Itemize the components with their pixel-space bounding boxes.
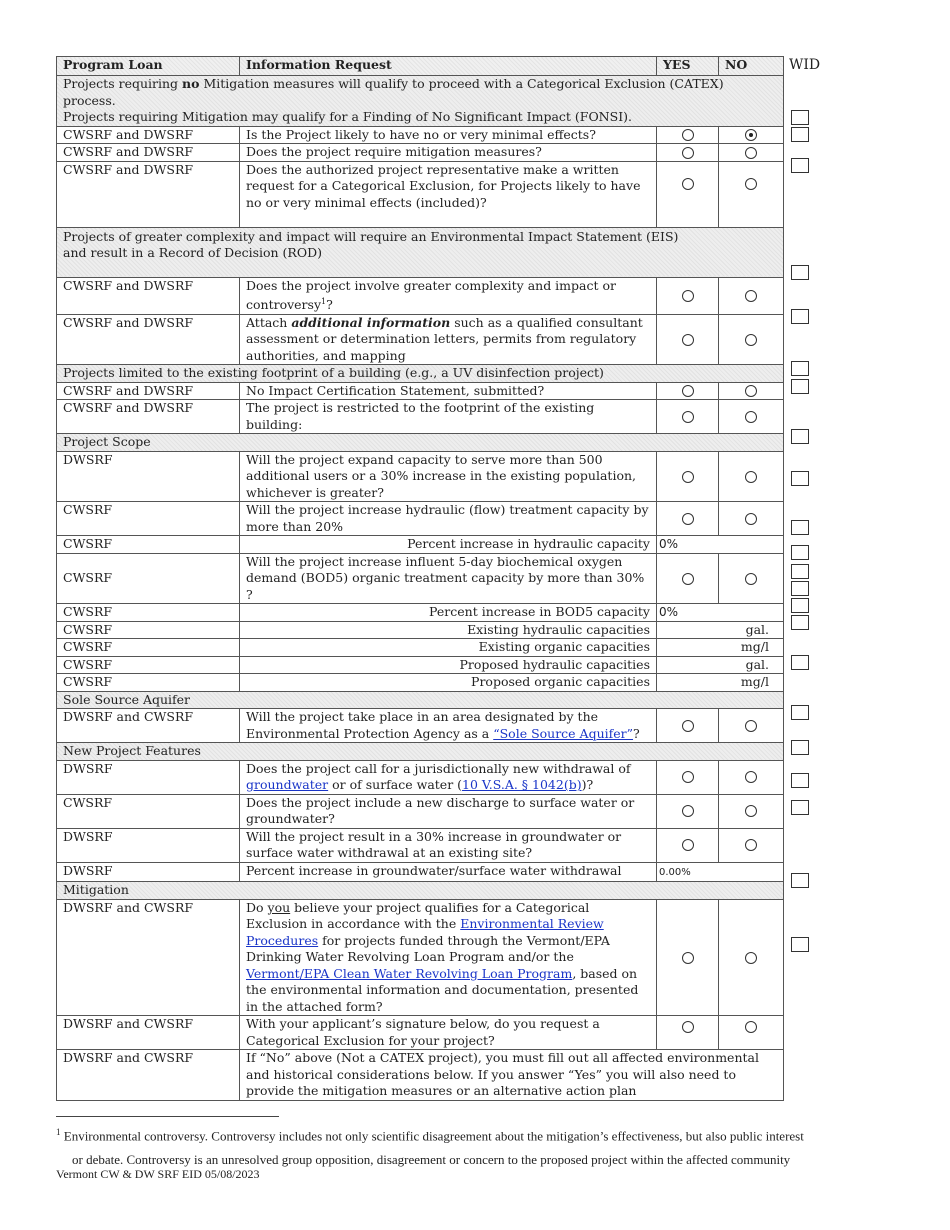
- program-cell: CWSRF: [57, 674, 240, 692]
- sole-source-aquifer-link[interactable]: “Sole Source Aquifer”: [493, 725, 634, 741]
- table-row: [57, 828, 784, 862]
- unit-label: mg/l: [740, 674, 769, 690]
- proposed-organic-field[interactable]: [657, 674, 784, 692]
- question-cell: Will the project increase influent 5-day biochemical oxygen demand (BOD5) organic treatment capacity by more than 30% ?: [240, 553, 657, 604]
- program-cell: DWSRF and CWSRF: [57, 1050, 240, 1101]
- program-cell: CWSRF: [57, 553, 240, 604]
- no-radio[interactable]: [745, 771, 757, 783]
- table-row: [57, 862, 784, 882]
- table-row: [57, 674, 784, 692]
- project-scope-heading: Project Scope: [57, 434, 784, 452]
- question-cell: Is the Project likely to have no or very minimal effects?: [240, 126, 657, 144]
- footnote-line-1: Environmental controversy. Controversy includes not only scientific disagreement about the mitigation’s effectiveness, but also public interest: [60, 1128, 804, 1144]
- yes-radio[interactable]: [682, 720, 694, 732]
- program-cell: CWSRF and DWSRF: [57, 126, 240, 144]
- yes-radio[interactable]: [682, 839, 694, 851]
- table-row: [57, 1016, 784, 1050]
- table-row: [57, 126, 784, 144]
- program-cell: CWSRF: [57, 639, 240, 657]
- existing-organic-field[interactable]: [657, 639, 784, 657]
- no-radio[interactable]: [745, 513, 757, 525]
- table-row: [57, 639, 784, 657]
- wid-checkbox[interactable]: [791, 309, 809, 324]
- instruction-cell: If “No” above (Not a CATEX project), you must fill out all affected environmental and historical considerations below. If you answer “Yes” you will also need to provide the mitigation measures or an alternative action plan: [240, 1050, 784, 1101]
- footnote-separator: [56, 1116, 279, 1117]
- wid-checkbox[interactable]: [791, 379, 809, 394]
- table-row: [57, 144, 784, 162]
- no-radio[interactable]: [745, 805, 757, 817]
- section-new-project-features: [57, 743, 784, 761]
- program-cell: DWSRF: [57, 828, 240, 862]
- program-cell: DWSRF and CWSRF: [57, 1016, 240, 1050]
- hydraulic-pct-value: 0%: [659, 537, 679, 552]
- wid-checkbox[interactable]: [791, 429, 809, 444]
- section-mitigation: [57, 882, 784, 900]
- program-cell: CWSRF and DWSRF: [57, 144, 240, 162]
- program-cell: DWSRF: [57, 760, 240, 794]
- table-row: [57, 656, 784, 674]
- program-cell: CWSRF: [57, 502, 240, 536]
- features-heading: New Project Features: [57, 743, 784, 761]
- table-row: [57, 451, 784, 502]
- program-cell: DWSRF and CWSRF: [57, 709, 240, 743]
- no-radio[interactable]: [745, 952, 757, 964]
- table-row: [57, 899, 784, 1016]
- unit-label: mg/l: [740, 639, 769, 655]
- col-header-program-loan: Program Loan: [57, 57, 240, 76]
- program-cell: CWSRF: [57, 794, 240, 828]
- unit-label: gal.: [745, 621, 769, 637]
- question-cell: Does the project involve greater complexity and impact or controversy$^1$?: [240, 277, 657, 314]
- wid-checkbox[interactable]: [791, 800, 809, 815]
- environmental-info-table: [56, 56, 784, 1101]
- yes-radio[interactable]: [682, 129, 694, 141]
- table-row: [57, 314, 784, 365]
- section-project-scope: [57, 434, 784, 452]
- yes-radio[interactable]: [682, 573, 694, 585]
- question-cell: The project is restricted to the footprint of the existing building:: [240, 400, 657, 434]
- table-row: [57, 277, 784, 314]
- bod-pct-value: 0%: [659, 605, 679, 620]
- question-cell: Does the project include a new discharge to surface water or groundwater?: [240, 794, 657, 828]
- program-cell: CWSRF and DWSRF: [57, 277, 240, 314]
- wid-checkbox[interactable]: [791, 520, 809, 535]
- no-radio[interactable]: [745, 147, 757, 159]
- question-cell: Does the authorized project representative make a written request for a Categorical Exclusion, for Projects likely to have no or very minimal effects (included)?: [240, 161, 657, 227]
- question-cell: Attach additional information such as a qualified consultant assessment or determination letters, permits from regulatory authorities, and mapping: [240, 314, 657, 365]
- program-cell: CWSRF: [57, 536, 240, 554]
- eis-intro: Projects of greater complexity and impact will require an Environmental Impact Statement (EIS) and result in a Record of Decision (ROD): [57, 227, 784, 277]
- wid-checkbox[interactable]: [791, 471, 809, 486]
- col-header-yes: YES: [657, 57, 719, 76]
- wid-checkbox[interactable]: [791, 655, 809, 670]
- question-cell: No Impact Certification Statement, submitted?: [240, 382, 657, 400]
- yes-radio[interactable]: [682, 771, 694, 783]
- section-eis: [57, 227, 784, 277]
- question-cell: Will the project result in a 30% increase in groundwater or surface water withdrawal at an existing site?: [240, 828, 657, 862]
- no-radio[interactable]: [745, 1021, 757, 1033]
- footprint-heading: Projects limited to the existing footprint of a building (e.g., a UV disinfection project): [57, 365, 784, 383]
- footnote-line-2: or debate. Controversy is an unresolved group opposition, disagreement or concern to the proposed project within the affected community: [72, 1152, 791, 1168]
- program-cell: CWSRF: [57, 604, 240, 622]
- wid-checkbox[interactable]: [791, 158, 809, 173]
- no-radio-selected[interactable]: [745, 129, 757, 141]
- no-radio[interactable]: [745, 471, 757, 483]
- label-cell: Existing organic capacities: [240, 639, 657, 657]
- program-cell: CWSRF and DWSRF: [57, 382, 240, 400]
- wid-checkbox[interactable]: [791, 615, 809, 630]
- question-cell: Does the project require mitigation measures?: [240, 144, 657, 162]
- yes-radio[interactable]: [682, 513, 694, 525]
- footnote-ref: 1: [321, 297, 327, 306]
- yes-radio[interactable]: [682, 147, 694, 159]
- mitigation-heading: Mitigation: [57, 882, 784, 900]
- yes-radio[interactable]: [682, 178, 694, 190]
- wid-checkbox[interactable]: [791, 581, 809, 596]
- col-header-information-request: Information Request: [240, 57, 657, 76]
- label-cell: Percent increase in groundwater/surface water withdrawal: [240, 862, 657, 882]
- table-row: [57, 1050, 784, 1101]
- yes-radio[interactable]: [682, 471, 694, 483]
- question-cell: Will the project expand capacity to serve more than 500 additional users or a 30% increase in the existing population, whichever is greater?: [240, 451, 657, 502]
- no-radio[interactable]: [745, 411, 757, 423]
- page-footer: Vermont CW & DW SRF EID 05/08/2023: [56, 1167, 260, 1181]
- bod-pct-field[interactable]: [657, 604, 784, 622]
- table-row: [57, 604, 784, 622]
- section-footprint: [57, 365, 784, 383]
- withdrawal-pct-field[interactable]: [657, 862, 784, 882]
- wid-checkbox[interactable]: [791, 705, 809, 720]
- table-header-row: [57, 57, 784, 76]
- section-sole-source-aquifer: [57, 691, 784, 709]
- wid-checkbox[interactable]: [791, 598, 809, 613]
- withdrawal-pct-value: 0.00%: [659, 866, 691, 878]
- table-row: [57, 760, 784, 794]
- yes-radio[interactable]: [682, 334, 694, 346]
- wid-checkbox[interactable]: [791, 110, 809, 125]
- wid-checkbox[interactable]: [791, 361, 809, 376]
- wid-checkbox[interactable]: [791, 127, 809, 142]
- table-row: [57, 794, 784, 828]
- yes-radio[interactable]: [682, 411, 694, 423]
- aquifer-heading: Sole Source Aquifer: [57, 691, 784, 709]
- label-cell: Percent increase in BOD5 capacity: [240, 604, 657, 622]
- no-radio[interactable]: [745, 385, 757, 397]
- table-row: [57, 536, 784, 554]
- label-cell: Existing hydraulic capacities: [240, 621, 657, 639]
- label-cell: Proposed organic capacities: [240, 674, 657, 692]
- wid-checkbox[interactable]: [791, 564, 809, 579]
- wid-checkbox[interactable]: [791, 545, 809, 560]
- program-cell: CWSRF and DWSRF: [57, 161, 240, 227]
- wid-checkbox[interactable]: [791, 740, 809, 755]
- program-cell: CWSRF and DWSRF: [57, 314, 240, 365]
- question-cell: Will the project increase hydraulic (flow) treatment capacity by more than 20%: [240, 502, 657, 536]
- table-row: [57, 161, 784, 227]
- program-cell: DWSRF: [57, 862, 240, 882]
- label-cell: Percent increase in hydraulic capacity: [240, 536, 657, 554]
- table-row: [57, 621, 784, 639]
- groundwater-link[interactable]: groundwater: [246, 777, 329, 793]
- yes-radio[interactable]: [682, 290, 694, 302]
- yes-radio[interactable]: [682, 952, 694, 964]
- table-row: [57, 382, 784, 400]
- footnote: [56, 1120, 876, 1172]
- footnote-number: 1: [56, 1127, 61, 1137]
- statute-link[interactable]: 10 V.S.A. § 1042(b): [462, 777, 582, 793]
- question-cell: With your applicant’s signature below, do you request a Categorical Exclusion for your project?: [240, 1016, 657, 1050]
- no-radio[interactable]: [745, 290, 757, 302]
- environmental-review-procedures-link[interactable]: Environmental Review Procedures: [246, 916, 604, 948]
- col-header-no: NO: [719, 57, 784, 76]
- proposed-hydraulic-field[interactable]: [657, 656, 784, 674]
- existing-hydraulic-field[interactable]: [657, 621, 784, 639]
- label-cell: Proposed hydraulic capacities: [240, 656, 657, 674]
- program-cell: CWSRF: [57, 621, 240, 639]
- no-radio[interactable]: [745, 334, 757, 346]
- no-radio[interactable]: [745, 839, 757, 851]
- table-row: [57, 502, 784, 536]
- no-radio[interactable]: [745, 573, 757, 585]
- wid-checkbox[interactable]: [791, 773, 809, 788]
- catex-intro: Projects requiring no Mitigation measures will qualify to proceed with a Categorical Exclusion (CATEX) process. Projects requiring Mitigation may qualify for a Finding of No Significant Impact (FONSI).: [57, 76, 784, 127]
- wid-checkbox[interactable]: [791, 265, 809, 280]
- unit-label: gal.: [745, 656, 769, 672]
- yes-radio[interactable]: [682, 385, 694, 397]
- question-cell: Does the project call for a jurisdictionally new withdrawal of groundwater or of surface water (10 V.S.A. § 1042(b))?: [240, 760, 657, 794]
- program-cell: DWSRF: [57, 451, 240, 502]
- no-radio[interactable]: [745, 178, 757, 190]
- yes-radio[interactable]: [682, 805, 694, 817]
- question-cell: Will the project take place in an area designated by the Environmental Protection Agency as a “Sole Source Aquifer”?: [240, 709, 657, 743]
- question-cell: Do you believe your project qualifies for a Categorical Exclusion in accordance with the Environmental Review Procedures for projects funded through the Vermont/EPA Drinking Water Revolving Loan Program and/or the Vermont/EPA Clean Water Revolving Loan Program, based on the environmental information and documentation, presented in the attached form?: [240, 899, 657, 1016]
- table-row: [57, 709, 784, 743]
- program-cell: DWSRF and CWSRF: [57, 899, 240, 1016]
- wid-checkbox[interactable]: [791, 873, 809, 888]
- table-row: [57, 400, 784, 434]
- program-cell: CWSRF and DWSRF: [57, 400, 240, 434]
- no-radio[interactable]: [745, 720, 757, 732]
- wid-checkbox[interactable]: [791, 937, 809, 952]
- yes-radio[interactable]: [682, 1021, 694, 1033]
- clean-water-loan-program-link[interactable]: Vermont/EPA Clean Water Revolving Loan Program: [246, 965, 573, 981]
- section-catex: [57, 76, 784, 127]
- hydraulic-pct-field[interactable]: [657, 536, 784, 554]
- program-cell: CWSRF: [57, 656, 240, 674]
- table-row: [57, 553, 784, 604]
- wid-column-label: WID: [789, 57, 821, 73]
